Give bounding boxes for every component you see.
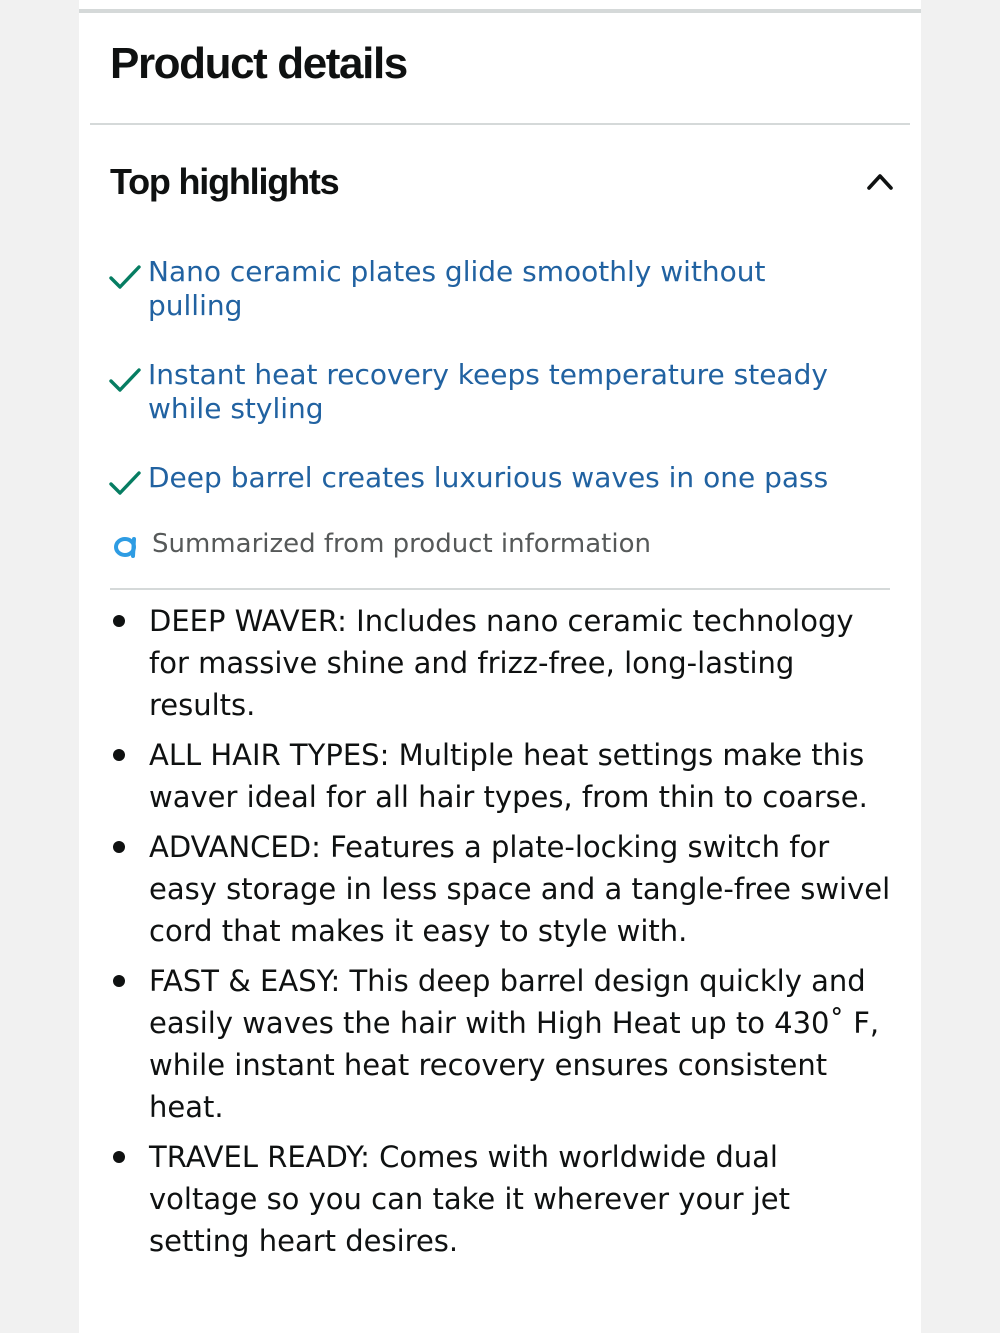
bullet-dot: [113, 1151, 125, 1163]
bullet-dot: [113, 615, 125, 627]
page-title: Product details: [110, 39, 407, 88]
feature-bullet: [79, 960, 921, 1128]
bullet-dot: [113, 749, 125, 761]
summary-text: Summarized from product information: [152, 529, 651, 559]
highlight-item: [108, 255, 868, 323]
bullet-dot: [113, 975, 125, 987]
highlight-item: [108, 461, 868, 495]
feature-bullet-list: [79, 600, 921, 1270]
bullet-dot: [113, 841, 125, 853]
ai-summary-note: [112, 526, 872, 562]
check-icon: [108, 469, 142, 497]
feature-bullet-text: ALL HAIR TYPES: Multiple heat settings make this waver ideal for all hair types, from thin to coarse.: [149, 738, 868, 814]
feature-bullet-text: ADVANCED: Features a plate-locking switch for easy storage in less space and a tangle-free swivel cord that makes it easy to style with.: [149, 830, 891, 948]
title-divider: [90, 123, 910, 125]
feature-bullet: [79, 1136, 921, 1262]
feature-bullet: [79, 734, 921, 818]
highlight-text: Deep barrel creates luxurious waves in one pass: [148, 461, 829, 494]
product-details-panel: [79, 0, 921, 1333]
highlight-text: Instant heat recovery keeps temperature steady while styling: [148, 358, 828, 425]
feature-bullet: [79, 600, 921, 726]
feature-bullet-text: FAST & EASY: This deep barrel design quickly and easily waves the hair with High Heat up to 430˚ F, while instant heat recovery ensures consistent heat.: [149, 964, 880, 1124]
top-divider: [79, 9, 921, 13]
top-highlights-toggle[interactable]: [110, 156, 900, 208]
ai-summary-icon: [112, 530, 142, 560]
check-icon: [108, 366, 142, 394]
highlight-text: Nano ceramic plates glide smoothly without pulling: [148, 255, 766, 322]
feature-bullet-text: TRAVEL READY: Comes with worldwide dual voltage so you can take it wherever your jet setting heart desires.: [149, 1140, 790, 1258]
chevron-up-icon[interactable]: [862, 164, 898, 200]
highlight-item: [108, 358, 868, 426]
feature-bullet-text: DEEP WAVER: Includes nano ceramic technology for massive shine and frizz-free, long-lasting results.: [149, 604, 854, 722]
summary-divider: [110, 588, 890, 590]
feature-bullet: [79, 826, 921, 952]
top-highlights-title: Top highlights: [110, 161, 339, 202]
check-icon: [108, 263, 142, 291]
